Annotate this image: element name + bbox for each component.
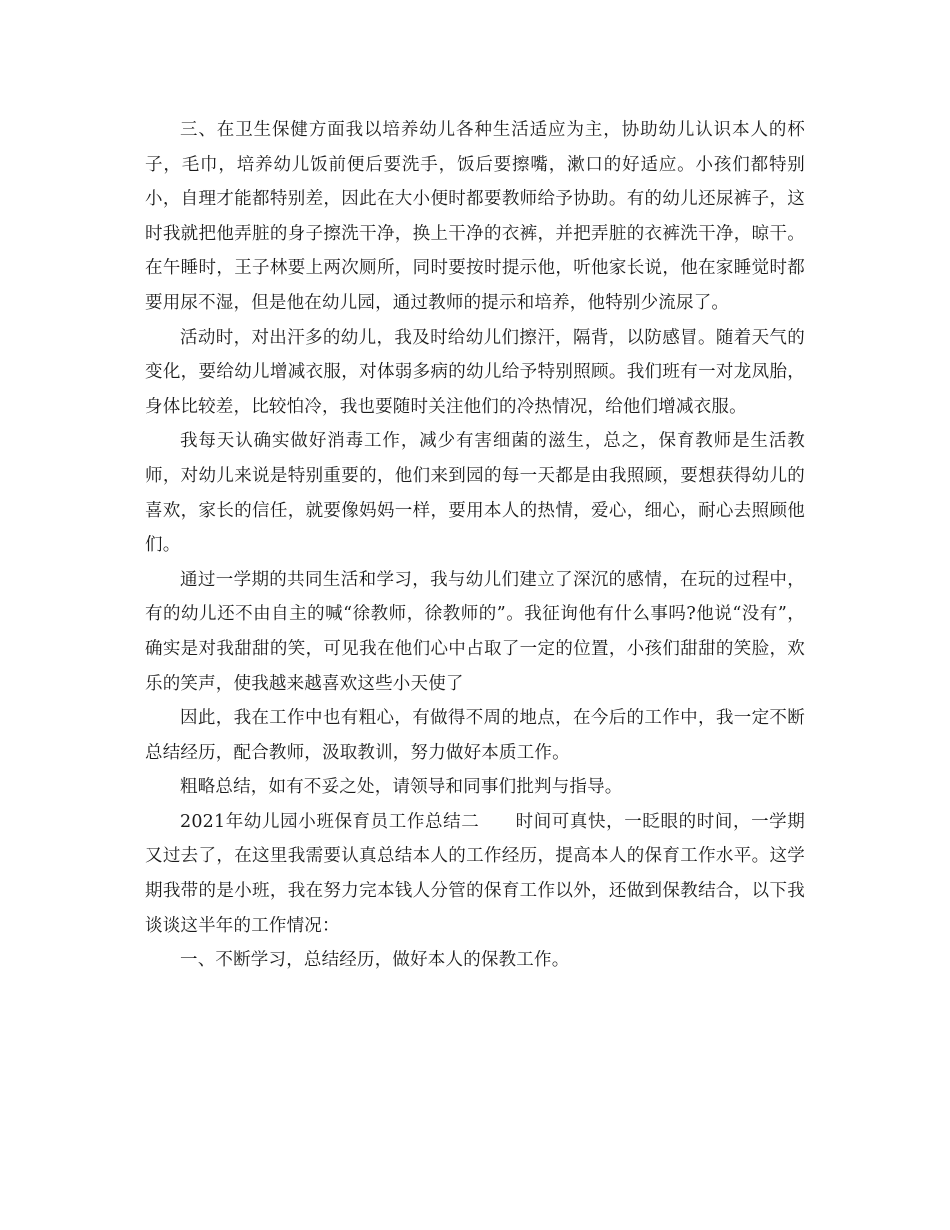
paragraph-emotional-bond: 通过一学期的共同生活和学习，我与幼儿们建立了深沉的感情，在玩的过程中，有的幼儿还不由自主的喊“徐教师，徐教师的”。我征询他有什么事吗?他说“没有”，确实是对我甜甜的笑，可见我在他们心中占取了一定的位置，小孩们甜甜的笑脸，欢乐的笑声，使我越来越喜欢这些小天使了: [145, 569, 805, 694]
paragraph-disinfection: 我每天认确实做好消毒工作，减少有害细菌的滋生，总之，保育教师是生活教师，对幼儿来说是特别重要的，他们来到园的每一天都是由我照顾，要想获得幼儿的喜欢，家长的信任，就要像妈妈一样，要用本人的热情，爱心，细心，耐心去照顾他们。: [145, 431, 805, 556]
paragraph-shortcomings: 因此，我在工作中也有粗心，有做得不周的地点，在今后的工作中，我一定不断总结经历，配合教师，汲取教训，努力做好本质工作。: [145, 708, 805, 763]
paragraph-section-one-heading: 一、不断学习，总结经历，做好本人的保教工作。: [180, 950, 570, 971]
paragraph-summary-two-intro: 2021年幼儿园小班保育员工作总结二 时间可真快，一眨眼的时间，一学期又过去了，在这里我需要认真总结本人的工作经历，提高本人的保育工作水平。这学期我带的是小班，我在努力完本钱人分管的保育工作以外，还做到保教结合，以下我谈谈这半年的工作情况：: [145, 811, 805, 936]
paragraph-closing-remark: 粗略总结，如有不妥之处，请领导和同事们批判与指导。: [180, 777, 623, 798]
paragraph-hygiene-care: 三、在卫生保健方面我以培养幼儿各种生活适应为主，协助幼儿认识本人的杯子，毛巾，培养幼儿饭前便后要洗手，饭后要擦嘴，漱口的好适应。小孩们都特别小，自理才能都特别差，因此在大小便时都要教师给予协助。有的幼儿还尿裤子，这时我就把他弄脏的身子擦洗干净，换上干净的衣裤，并把弄脏的衣裤洗干净，晾干。在午睡时，王子林要上两次厕所，同时要按时提示他，听他家长说，他在家睡觉时都要用尿不湿，但是他在幼儿园，通过教师的提示和培养，他特别少流尿了。: [145, 120, 805, 313]
paragraph-activity-care: 活动时，对出汗多的幼儿，我及时给幼儿们擦汗，隔背，以防感冒。随着天气的变化，要给幼儿增减衣服，对体弱多病的幼儿给予特别照顾。我们班有一对龙凤胎，身体比较差，比较怕冷，我也要随时关注他们的冷热情况，给他们增减衣服。: [145, 327, 805, 417]
